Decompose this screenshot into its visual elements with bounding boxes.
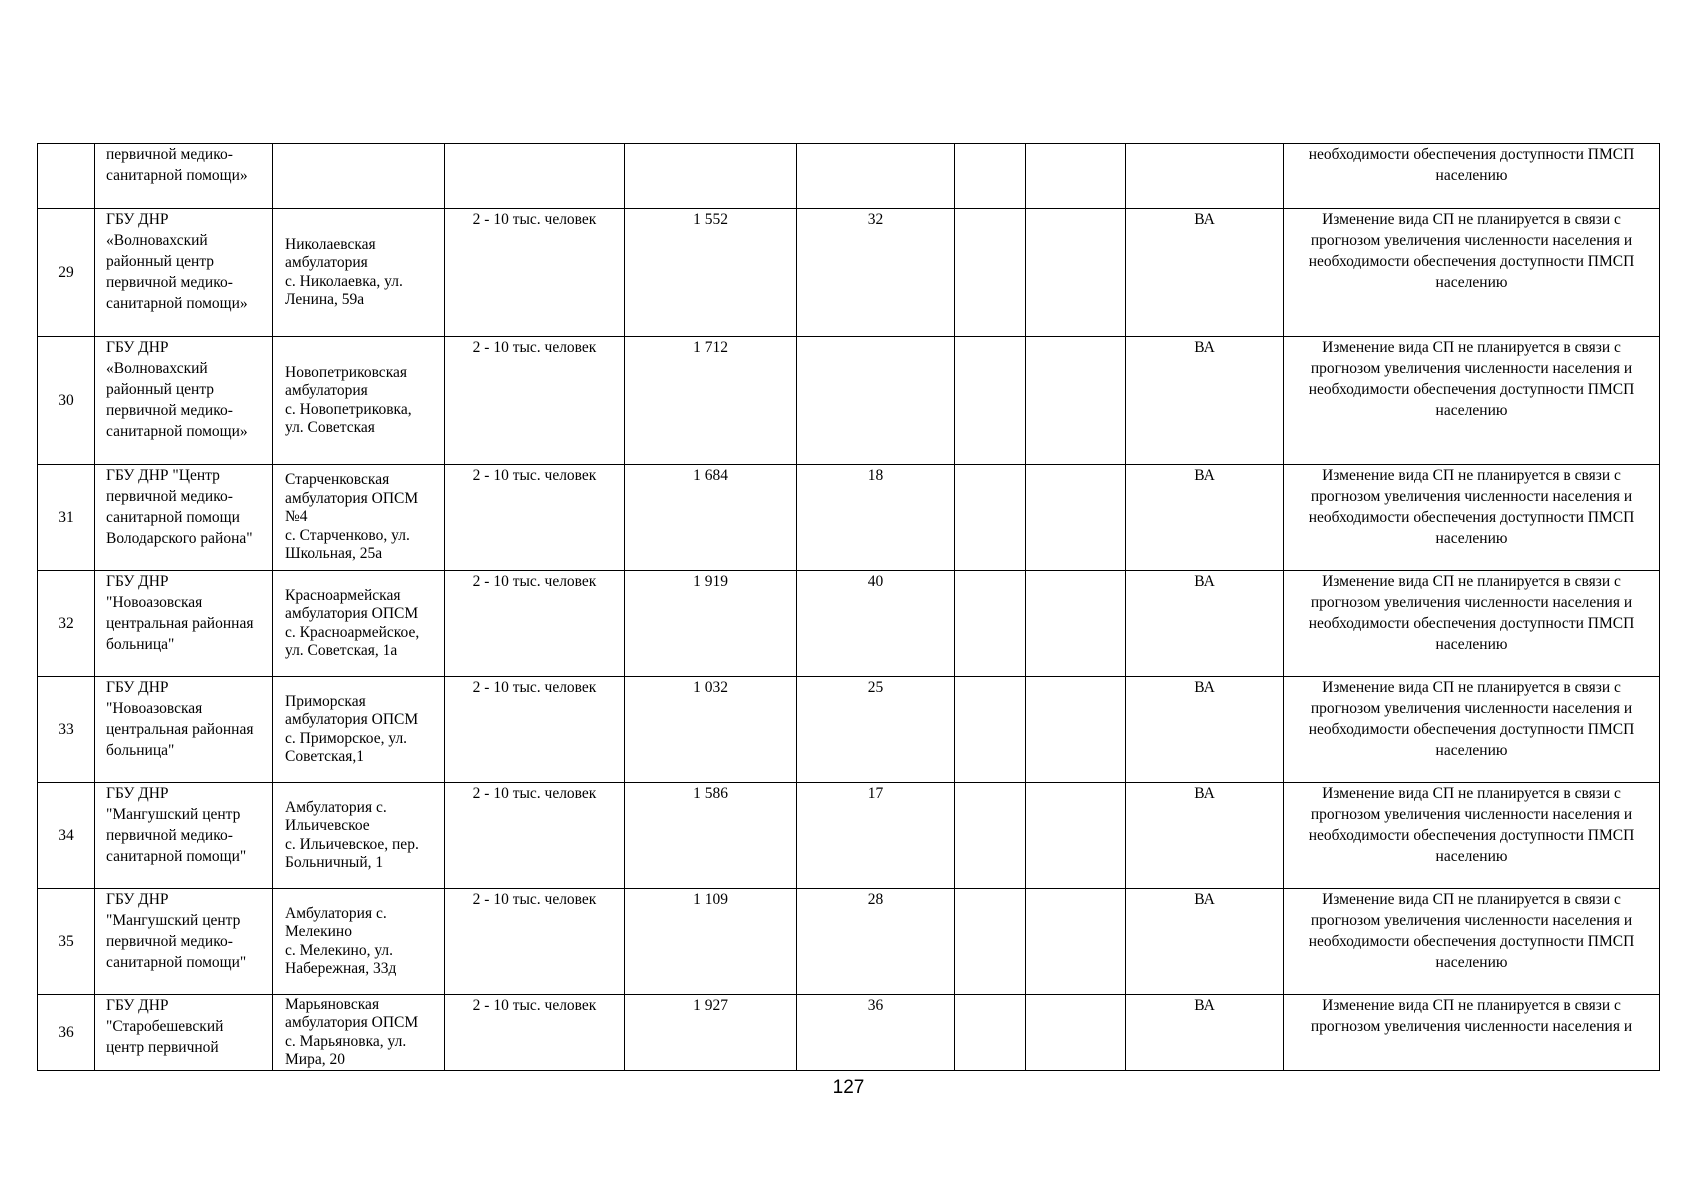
population-group-cell: 2 - 10 тыс. человек	[445, 465, 625, 571]
population-group-cell: 2 - 10 тыс. человек	[445, 571, 625, 677]
table-row	[38, 337, 1660, 465]
organization-name-cell: ГБУ ДНР "Новоазовская центральная районная больница"	[95, 571, 273, 677]
organization-name-cell: ГБУ ДНР «Волновахский районный центр первичной медико- санитарной помощи»	[95, 337, 273, 465]
table-row	[38, 889, 1660, 995]
value-column-8-cell	[1026, 571, 1126, 677]
population-count-cell	[625, 144, 797, 209]
population-count-cell: 1 109	[625, 889, 797, 995]
row-number-cell: 33	[38, 677, 95, 783]
value-column-7-cell	[955, 465, 1026, 571]
facility-address-cell: Николаевская амбулатория с. Николаевка, ул. Ленина, 59а	[273, 209, 445, 337]
population-group-cell	[445, 144, 625, 209]
value-column-7-cell	[955, 571, 1026, 677]
note-cell: Изменение вида СП не планируется в связи с прогнозом увеличения численности населения и	[1284, 995, 1660, 1071]
value-column-8-cell	[1026, 889, 1126, 995]
row-number-cell: 30	[38, 337, 95, 465]
value-column-6-cell: 28	[797, 889, 955, 995]
value-column-8-cell	[1026, 144, 1126, 209]
facility-address-cell	[273, 144, 445, 209]
row-number-cell: 32	[38, 571, 95, 677]
population-count-cell: 1 552	[625, 209, 797, 337]
population-group-cell: 2 - 10 тыс. человек	[445, 337, 625, 465]
value-column-6-cell: 40	[797, 571, 955, 677]
value-column-6-cell: 25	[797, 677, 955, 783]
row-number-cell: 35	[38, 889, 95, 995]
facility-address-cell: Приморская амбулатория ОПСМ с. Приморское, ул. Советская,1	[273, 677, 445, 783]
population-group-cell: 2 - 10 тыс. человек	[445, 783, 625, 889]
table-row	[38, 783, 1660, 889]
organization-name-cell: ГБУ ДНР "Мангушский центр первичной медико- санитарной помощи"	[95, 783, 273, 889]
facility-type-cell: ВА	[1126, 465, 1284, 571]
organization-name-cell: ГБУ ДНР "Новоазовская центральная районная больница"	[95, 677, 273, 783]
value-column-8-cell	[1026, 465, 1126, 571]
organization-name-cell: ГБУ ДНР «Волновахский районный центр первичной медико- санитарной помощи»	[95, 209, 273, 337]
value-column-7-cell	[955, 144, 1026, 209]
facility-type-cell: ВА	[1126, 889, 1284, 995]
value-column-6-cell: 32	[797, 209, 955, 337]
note-cell: Изменение вида СП не планируется в связи с прогнозом увеличения численности населения и необходимости обеспечения доступности ПМСП населению	[1284, 889, 1660, 995]
population-group-cell: 2 - 10 тыс. человек	[445, 677, 625, 783]
facility-type-cell	[1126, 144, 1284, 209]
note-cell: Изменение вида СП не планируется в связи с прогнозом увеличения численности населения и необходимости обеспечения доступности ПМСП населению	[1284, 571, 1660, 677]
row-number-cell	[38, 144, 95, 209]
facility-address-cell: Красноармейская амбулатория ОПСМ с. Красноармейское, ул. Советская, 1а	[273, 571, 445, 677]
population-count-cell: 1 684	[625, 465, 797, 571]
facility-address-cell: Марьяновская амбулатория ОПСМ с. Марьяновка, ул. Мира, 20	[273, 995, 445, 1071]
note-cell: Изменение вида СП не планируется в связи с прогнозом увеличения численности населения и необходимости обеспечения доступности ПМСП населению	[1284, 209, 1660, 337]
table-row	[38, 571, 1660, 677]
page-number: 127	[832, 1077, 865, 1098]
value-column-7-cell	[955, 889, 1026, 995]
note-cell: Изменение вида СП не планируется в связи с прогнозом увеличения численности населения и необходимости обеспечения доступности ПМСП населению	[1284, 337, 1660, 465]
population-group-cell: 2 - 10 тыс. человек	[445, 995, 625, 1071]
table-row	[38, 465, 1660, 571]
value-column-7-cell	[955, 209, 1026, 337]
facility-address-cell: Новопетриковская амбулатория с. Новопетриковка, ул. Советская	[273, 337, 445, 465]
organization-name-cell: ГБУ ДНР "Старобешевский центр первичной	[95, 995, 273, 1071]
note-cell: необходимости обеспечения доступности ПМСП населению	[1284, 144, 1660, 209]
row-number-cell: 34	[38, 783, 95, 889]
value-column-6-cell	[797, 337, 955, 465]
row-number-cell: 36	[38, 995, 95, 1071]
facility-address-cell: Старченковская амбулатория ОПСМ №4 с. Старченково, ул. Школьная, 25а	[273, 465, 445, 571]
organization-name-cell: первичной медико- санитарной помощи»	[95, 144, 273, 209]
population-count-cell: 1 032	[625, 677, 797, 783]
table-row	[38, 144, 1660, 209]
population-group-cell: 2 - 10 тыс. человек	[445, 209, 625, 337]
population-count-cell: 1 712	[625, 337, 797, 465]
note-cell: Изменение вида СП не планируется в связи с прогнозом увеличения численности населения и необходимости обеспечения доступности ПМСП населению	[1284, 677, 1660, 783]
facility-type-cell: ВА	[1126, 209, 1284, 337]
population-group-cell: 2 - 10 тыс. человек	[445, 889, 625, 995]
row-number-cell: 29	[38, 209, 95, 337]
facility-type-cell: ВА	[1126, 571, 1284, 677]
value-column-6-cell: 18	[797, 465, 955, 571]
facility-address-cell: Амбулатория с. Мелекино с. Мелекино, ул. Набережная, 33д	[273, 889, 445, 995]
facility-type-cell: ВА	[1126, 677, 1284, 783]
value-column-6-cell: 36	[797, 995, 955, 1071]
population-count-cell: 1 586	[625, 783, 797, 889]
value-column-8-cell	[1026, 995, 1126, 1071]
facility-type-cell: ВА	[1126, 995, 1284, 1071]
document-table	[37, 143, 1660, 1071]
row-number-cell: 31	[38, 465, 95, 571]
value-column-7-cell	[955, 783, 1026, 889]
value-column-7-cell	[955, 995, 1026, 1071]
value-column-6-cell: 17	[797, 783, 955, 889]
value-column-7-cell	[955, 337, 1026, 465]
value-column-6-cell	[797, 144, 955, 209]
note-cell: Изменение вида СП не планируется в связи с прогнозом увеличения численности населения и необходимости обеспечения доступности ПМСП населению	[1284, 783, 1660, 889]
value-column-8-cell	[1026, 783, 1126, 889]
table-row	[38, 677, 1660, 783]
facility-type-cell: ВА	[1126, 783, 1284, 889]
value-column-8-cell	[1026, 209, 1126, 337]
note-cell: Изменение вида СП не планируется в связи с прогнозом увеличения численности населения и необходимости обеспечения доступности ПМСП населению	[1284, 465, 1660, 571]
table-body	[38, 144, 1660, 1071]
facility-address-cell: Амбулатория с. Ильичевское с. Ильичевское, пер. Больничный, 1	[273, 783, 445, 889]
value-column-8-cell	[1026, 677, 1126, 783]
value-column-7-cell	[955, 677, 1026, 783]
facility-type-cell: ВА	[1126, 337, 1284, 465]
organization-name-cell: ГБУ ДНР "Центр первичной медико- санитарной помощи Володарского района"	[95, 465, 273, 571]
table-row	[38, 209, 1660, 337]
organization-name-cell: ГБУ ДНР "Мангушский центр первичной медико- санитарной помощи"	[95, 889, 273, 995]
population-count-cell: 1 927	[625, 995, 797, 1071]
population-count-cell: 1 919	[625, 571, 797, 677]
table-row	[38, 995, 1660, 1071]
value-column-8-cell	[1026, 337, 1126, 465]
